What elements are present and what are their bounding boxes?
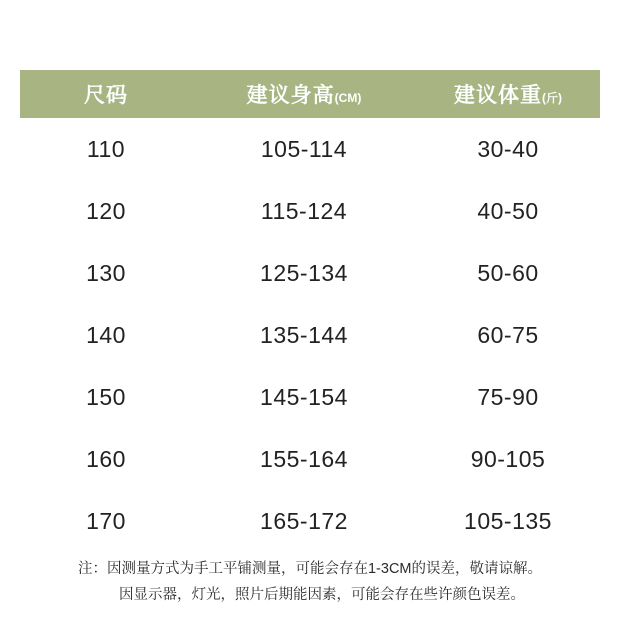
cell-size: 120 [86, 197, 126, 224]
table-row [20, 366, 600, 428]
cell-height: 135-144 [260, 321, 348, 348]
note-line-measurement: 注：因测量方式为手工平铺测量，可能会存在1-3CM的误差，敬请谅解。 [77, 561, 542, 577]
table-row [20, 428, 600, 490]
table-row [20, 242, 600, 304]
measurement-notes [20, 556, 600, 608]
column-header-height-label: 建议身高 [246, 84, 335, 107]
table-row [20, 180, 600, 242]
column-header-size [20, 70, 192, 118]
table-row [20, 490, 600, 552]
cell-height: 145-154 [260, 383, 348, 410]
column-header-weight [416, 70, 600, 118]
cell-size: 160 [86, 445, 126, 472]
table-header [20, 70, 600, 118]
cell-weight: 60-75 [477, 321, 539, 348]
cell-weight: 75-90 [477, 383, 539, 410]
size-chart-table [20, 70, 600, 552]
column-header-size-label: 尺码 [84, 84, 128, 107]
cell-size: 110 [86, 135, 126, 162]
cell-weight: 40-50 [477, 197, 539, 224]
note-line-color: 因显示器，灯光，照片后期能因素，可能会存在些许颜色误差。 [119, 587, 525, 603]
cell-size: 140 [86, 321, 126, 348]
cell-weight: 105-135 [464, 507, 552, 534]
column-header-weight-unit: (斤) [542, 91, 562, 105]
cell-weight: 50-60 [477, 259, 539, 286]
cell-height: 115-124 [260, 197, 348, 224]
cell-height: 105-114 [260, 135, 348, 162]
cell-size: 130 [86, 259, 126, 286]
cell-height: 125-134 [260, 259, 348, 286]
column-header-weight-label: 建议体重 [454, 84, 542, 107]
cell-size: 150 [86, 383, 126, 410]
table-row [20, 118, 600, 180]
table-header-row [20, 70, 600, 118]
cell-weight: 30-40 [477, 135, 539, 162]
table-row [20, 304, 600, 366]
cell-height: 155-164 [260, 445, 348, 472]
column-header-height-unit: (CM) [334, 91, 362, 105]
cell-size: 170 [86, 507, 126, 534]
table-body [20, 118, 600, 552]
cell-height: 165-172 [260, 507, 348, 534]
cell-weight: 90-105 [470, 445, 546, 472]
column-header-height [192, 70, 416, 118]
